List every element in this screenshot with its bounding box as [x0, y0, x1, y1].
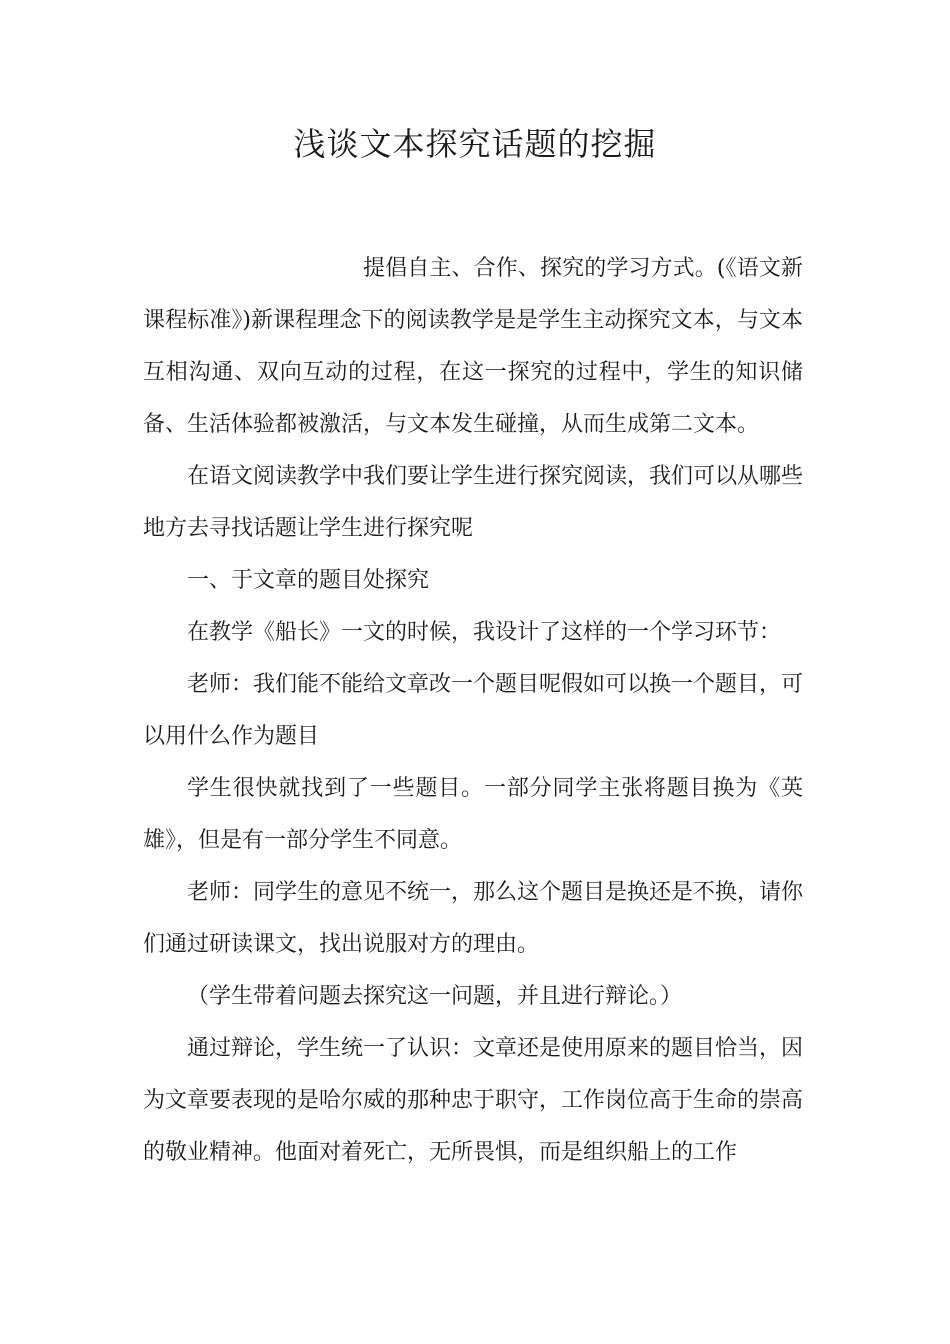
document-body: [143, 243, 803, 1179]
section-heading-1: 一、于文章的题目处探究: [187, 568, 430, 593]
paragraph-conclusion: 通过辩论，学生统一了认识：文章还是使用原来的题目恰当，因为文章要表现的是哈尔威的那种忠于职守，工作岗位高于生命的崇高的敬业精神。他面对着死亡，无所畏惧，而是组织船上的工作: [143, 1036, 804, 1165]
paragraph-teacher-2: 老师：同学生的意见不统一，那么这个题目是换还是不换，请你们通过研读课文，找出说服对方的理由。: [143, 880, 804, 957]
paragraph-teacher-1: 老师：我们能不能给文章改一个题目呢假如可以换一个题目，可以用什么作为题目: [143, 672, 804, 749]
paragraph-students-response: 学生很快就找到了一些题目。一部分同学主张将题目换为《英雄》，但是有一部分学生不同意。: [143, 776, 803, 853]
paragraph-aside: （学生带着问题去探究这一问题，并且进行辩论。）: [187, 984, 683, 1009]
paragraph-example-intro: 在教学《船长》一文的时候，我设计了这样的一个学习环节：: [187, 620, 782, 645]
paragraph-intro: 提倡自主、合作、探究的学习方式。(《语文新课程标准》)新课程理念下的阅读教学是是学生主动探究文本，与文本互相沟通、双向互动的过程，在这一探究的过程中，学生的知识储备、生活体验都被激活，与文本发生碰撞，从而生成第二文本。: [143, 256, 803, 437]
paragraph-question: 在语文阅读教学中我们要让学生进行探究阅读，我们可以从哪些地方去寻找话题让学生进行探究呢: [143, 464, 804, 541]
document-title: 浅谈文本探究话题的挖掘: [293, 125, 657, 163]
